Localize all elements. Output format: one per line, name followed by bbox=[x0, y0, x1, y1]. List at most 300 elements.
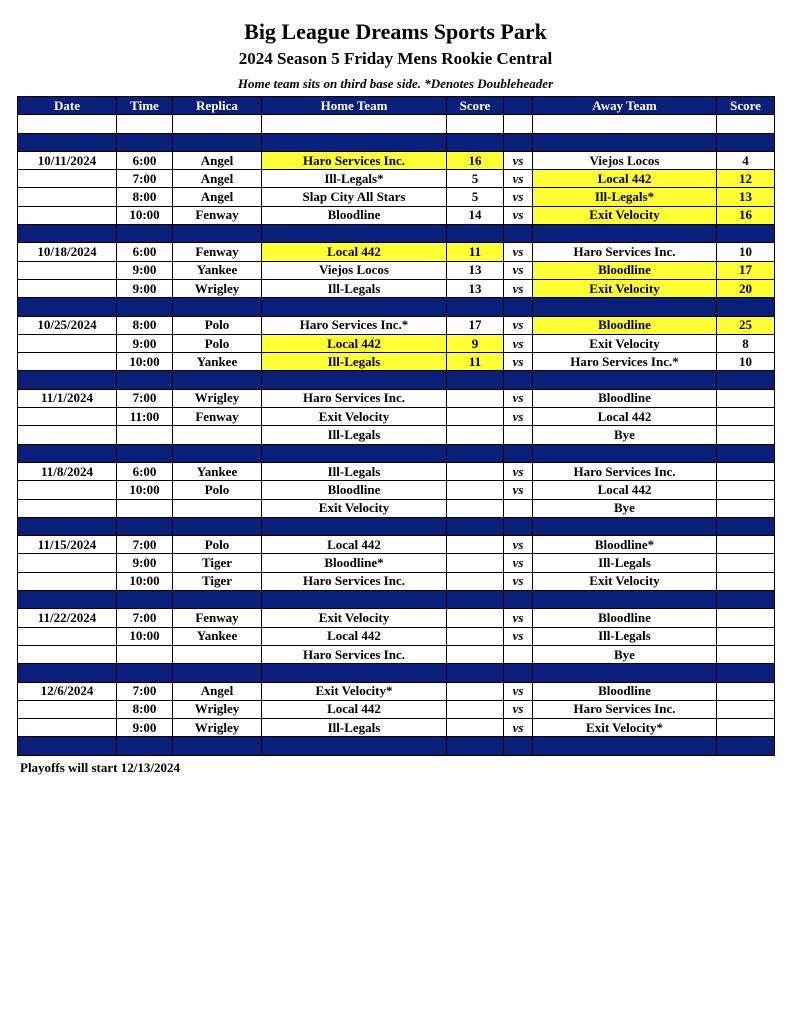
replica-cell: Polo bbox=[173, 536, 262, 554]
schedule-table bbox=[17, 96, 775, 756]
empty-cell bbox=[117, 371, 173, 389]
empty-cell bbox=[447, 664, 504, 682]
home-score-cell bbox=[447, 426, 504, 444]
home-score-cell bbox=[447, 645, 504, 663]
replica-cell: Yankee bbox=[173, 627, 262, 645]
home-score-cell: 9 bbox=[447, 334, 504, 352]
empty-cell bbox=[533, 371, 717, 389]
home-team-cell: Haro Services Inc. bbox=[262, 572, 447, 590]
time-cell: 6:00 bbox=[117, 243, 173, 261]
replica-cell: Angel bbox=[173, 151, 262, 169]
date-cell bbox=[18, 499, 117, 517]
replica-cell: Tiger bbox=[173, 572, 262, 590]
vs-cell bbox=[504, 499, 533, 517]
replica-cell: Tiger bbox=[173, 554, 262, 572]
game-row bbox=[18, 408, 775, 426]
away-score-cell bbox=[717, 389, 775, 407]
vs-cell: vs bbox=[504, 261, 533, 279]
vs-cell: vs bbox=[504, 170, 533, 188]
date-cell bbox=[18, 700, 117, 718]
vs-cell: vs bbox=[504, 481, 533, 499]
time-cell: 8:00 bbox=[117, 316, 173, 334]
date-cell bbox=[18, 554, 117, 572]
col-away-score-header: Score bbox=[717, 97, 775, 115]
home-score-cell bbox=[447, 499, 504, 517]
empty-cell bbox=[717, 664, 775, 682]
empty-cell bbox=[533, 225, 717, 243]
vs-cell: vs bbox=[504, 572, 533, 590]
home-team-cell: Haro Services Inc. bbox=[262, 151, 447, 169]
game-row bbox=[18, 572, 775, 590]
home-score-cell: 17 bbox=[447, 316, 504, 334]
away-team-cell: Local 442 bbox=[533, 481, 717, 499]
away-score-cell bbox=[717, 719, 775, 737]
empty-cell bbox=[504, 664, 533, 682]
empty-cell bbox=[173, 737, 262, 755]
empty-cell bbox=[262, 298, 447, 316]
time-cell: 6:00 bbox=[117, 151, 173, 169]
empty-cell bbox=[262, 371, 447, 389]
replica-cell: Angel bbox=[173, 170, 262, 188]
vs-cell: vs bbox=[504, 627, 533, 645]
home-team-cell: Exit Velocity bbox=[262, 499, 447, 517]
empty-cell bbox=[504, 591, 533, 609]
game-row bbox=[18, 554, 775, 572]
time-cell bbox=[117, 426, 173, 444]
empty-cell bbox=[18, 591, 117, 609]
game-row bbox=[18, 243, 775, 261]
time-cell: 9:00 bbox=[117, 261, 173, 279]
empty-cell bbox=[504, 517, 533, 535]
vs-cell: vs bbox=[504, 719, 533, 737]
empty-cell bbox=[18, 115, 117, 133]
col-home-score-header: Score bbox=[447, 97, 504, 115]
away-score-cell: 10 bbox=[717, 353, 775, 371]
empty-cell bbox=[447, 298, 504, 316]
week-separator-row bbox=[18, 298, 775, 316]
time-cell: 7:00 bbox=[117, 389, 173, 407]
game-row bbox=[18, 279, 775, 297]
away-score-cell bbox=[717, 408, 775, 426]
empty-cell bbox=[717, 517, 775, 535]
empty-cell bbox=[447, 591, 504, 609]
empty-cell bbox=[262, 591, 447, 609]
empty-cell bbox=[173, 371, 262, 389]
empty-cell bbox=[117, 298, 173, 316]
schedule-note: Home team sits on third base side. *Denotes Doubleheader bbox=[237, 76, 554, 91]
away-team-cell: Exit Velocity bbox=[533, 206, 717, 224]
empty-cell bbox=[262, 225, 447, 243]
home-score-cell bbox=[447, 719, 504, 737]
game-row bbox=[18, 481, 775, 499]
away-team-cell: Exit Velocity bbox=[533, 279, 717, 297]
vs-cell bbox=[504, 426, 533, 444]
game-row bbox=[18, 645, 775, 663]
away-team-cell: Bloodline bbox=[533, 609, 717, 627]
time-cell: 8:00 bbox=[117, 188, 173, 206]
vs-cell: vs bbox=[504, 353, 533, 371]
empty-cell bbox=[717, 298, 775, 316]
home-team-cell: Local 442 bbox=[262, 243, 447, 261]
empty-cell bbox=[117, 664, 173, 682]
home-score-cell: 13 bbox=[447, 261, 504, 279]
home-team-cell: Exit Velocity bbox=[262, 408, 447, 426]
empty-cell bbox=[504, 225, 533, 243]
home-team-cell: Local 442 bbox=[262, 627, 447, 645]
col-vs-header bbox=[504, 97, 533, 115]
vs-cell: vs bbox=[504, 536, 533, 554]
empty-cell bbox=[717, 371, 775, 389]
time-cell: 9:00 bbox=[117, 554, 173, 572]
home-score-cell bbox=[447, 700, 504, 718]
week-separator-row bbox=[18, 664, 775, 682]
home-team-cell: Ill-Legals bbox=[262, 279, 447, 297]
home-score-cell bbox=[447, 572, 504, 590]
empty-cell bbox=[447, 444, 504, 462]
week-separator-row bbox=[18, 591, 775, 609]
away-team-cell: Bloodline bbox=[533, 389, 717, 407]
playoffs-note: Playoffs will start 12/13/2024 bbox=[20, 760, 180, 775]
home-score-cell: 11 bbox=[447, 353, 504, 371]
date-cell bbox=[18, 481, 117, 499]
home-team-cell: Bloodline* bbox=[262, 554, 447, 572]
time-cell: 9:00 bbox=[117, 334, 173, 352]
table-header-row bbox=[18, 97, 775, 115]
home-team-cell: Haro Services Inc. bbox=[262, 389, 447, 407]
away-score-cell bbox=[717, 682, 775, 700]
empty-cell bbox=[533, 664, 717, 682]
empty-cell bbox=[717, 115, 775, 133]
empty-cell bbox=[173, 298, 262, 316]
game-row bbox=[18, 426, 775, 444]
game-row bbox=[18, 462, 775, 480]
home-team-cell: Ill-Legals bbox=[262, 462, 447, 480]
time-cell: 10:00 bbox=[117, 481, 173, 499]
time-cell: 10:00 bbox=[117, 627, 173, 645]
empty-cell bbox=[173, 517, 262, 535]
away-score-cell bbox=[717, 627, 775, 645]
away-team-cell: Bye bbox=[533, 499, 717, 517]
empty-cell bbox=[717, 133, 775, 151]
col-date-header: Date bbox=[18, 97, 117, 115]
away-score-cell: 25 bbox=[717, 316, 775, 334]
empty-cell bbox=[447, 371, 504, 389]
empty-cell bbox=[18, 444, 117, 462]
time-cell bbox=[117, 645, 173, 663]
empty-cell bbox=[262, 133, 447, 151]
away-team-cell: Haro Services Inc. bbox=[533, 700, 717, 718]
time-cell: 10:00 bbox=[117, 353, 173, 371]
page-subtitle: 2024 Season 5 Friday Mens Rookie Central bbox=[238, 49, 553, 68]
empty-cell bbox=[533, 737, 717, 755]
replica-cell: Fenway bbox=[173, 408, 262, 426]
replica-cell: Polo bbox=[173, 316, 262, 334]
empty-cell bbox=[117, 225, 173, 243]
date-cell bbox=[18, 206, 117, 224]
game-row bbox=[18, 719, 775, 737]
date-cell bbox=[18, 627, 117, 645]
game-row bbox=[18, 389, 775, 407]
away-score-cell bbox=[717, 536, 775, 554]
time-cell bbox=[117, 499, 173, 517]
date-cell bbox=[18, 645, 117, 663]
empty-cell bbox=[533, 115, 717, 133]
date-cell: 12/6/2024 bbox=[18, 682, 117, 700]
home-score-cell bbox=[447, 554, 504, 572]
empty-cell bbox=[533, 591, 717, 609]
away-team-cell: Local 442 bbox=[533, 170, 717, 188]
home-score-cell: 5 bbox=[447, 170, 504, 188]
away-score-cell: 13 bbox=[717, 188, 775, 206]
week-separator-row bbox=[18, 444, 775, 462]
date-cell: 10/11/2024 bbox=[18, 151, 117, 169]
time-cell: 10:00 bbox=[117, 206, 173, 224]
home-team-cell: Viejos Locos bbox=[262, 261, 447, 279]
game-row bbox=[18, 170, 775, 188]
away-score-cell bbox=[717, 426, 775, 444]
away-score-cell: 17 bbox=[717, 261, 775, 279]
empty-cell bbox=[447, 737, 504, 755]
away-team-cell: Haro Services Inc. bbox=[533, 243, 717, 261]
date-cell bbox=[18, 572, 117, 590]
replica-cell: Fenway bbox=[173, 609, 262, 627]
vs-cell: vs bbox=[504, 554, 533, 572]
home-team-cell: Haro Services Inc. bbox=[262, 645, 447, 663]
home-team-cell: Local 442 bbox=[262, 334, 447, 352]
game-row bbox=[18, 151, 775, 169]
vs-cell: vs bbox=[504, 389, 533, 407]
empty-cell bbox=[447, 133, 504, 151]
home-score-cell bbox=[447, 682, 504, 700]
game-row bbox=[18, 334, 775, 352]
replica-cell: Wrigley bbox=[173, 700, 262, 718]
empty-cell bbox=[18, 225, 117, 243]
time-cell: 7:00 bbox=[117, 682, 173, 700]
home-team-cell: Ill-Legals bbox=[262, 353, 447, 371]
empty-cell bbox=[117, 591, 173, 609]
game-row bbox=[18, 700, 775, 718]
date-cell bbox=[18, 279, 117, 297]
empty-cell bbox=[533, 298, 717, 316]
away-score-cell bbox=[717, 645, 775, 663]
home-team-cell: Bloodline bbox=[262, 206, 447, 224]
home-team-cell: Ill-Legals* bbox=[262, 170, 447, 188]
col-replica-header: Replica bbox=[173, 97, 262, 115]
blank-row bbox=[18, 115, 775, 133]
empty-cell bbox=[504, 737, 533, 755]
vs-cell: vs bbox=[504, 334, 533, 352]
empty-cell bbox=[504, 133, 533, 151]
date-cell bbox=[18, 353, 117, 371]
time-cell: 9:00 bbox=[117, 279, 173, 297]
empty-cell bbox=[262, 517, 447, 535]
date-cell bbox=[18, 170, 117, 188]
game-row bbox=[18, 353, 775, 371]
date-cell bbox=[18, 719, 117, 737]
week-separator-row bbox=[18, 737, 775, 755]
replica-cell: Angel bbox=[173, 682, 262, 700]
empty-cell bbox=[173, 591, 262, 609]
away-team-cell: Viejos Locos bbox=[533, 151, 717, 169]
empty-cell bbox=[173, 133, 262, 151]
empty-cell bbox=[533, 444, 717, 462]
game-row bbox=[18, 499, 775, 517]
replica-cell: Wrigley bbox=[173, 719, 262, 737]
empty-cell bbox=[117, 737, 173, 755]
replica-cell: Yankee bbox=[173, 261, 262, 279]
time-cell: 7:00 bbox=[117, 536, 173, 554]
replica-cell: Fenway bbox=[173, 243, 262, 261]
empty-cell bbox=[504, 371, 533, 389]
away-score-cell: 10 bbox=[717, 243, 775, 261]
date-cell: 11/1/2024 bbox=[18, 389, 117, 407]
time-cell: 7:00 bbox=[117, 609, 173, 627]
replica-cell: Angel bbox=[173, 188, 262, 206]
away-score-cell: 8 bbox=[717, 334, 775, 352]
empty-cell bbox=[717, 591, 775, 609]
col-home-team-header: Home Team bbox=[262, 97, 447, 115]
empty-cell bbox=[18, 133, 117, 151]
away-team-cell: Bye bbox=[533, 426, 717, 444]
home-score-cell bbox=[447, 609, 504, 627]
away-team-cell: Bloodline bbox=[533, 316, 717, 334]
empty-cell bbox=[18, 371, 117, 389]
game-row bbox=[18, 261, 775, 279]
week-separator-row bbox=[18, 133, 775, 151]
away-team-cell: Local 442 bbox=[533, 408, 717, 426]
game-row bbox=[18, 536, 775, 554]
vs-cell: vs bbox=[504, 151, 533, 169]
week-separator-row bbox=[18, 225, 775, 243]
home-score-cell: 13 bbox=[447, 279, 504, 297]
home-team-cell: Bloodline bbox=[262, 481, 447, 499]
vs-cell: vs bbox=[504, 408, 533, 426]
away-team-cell: Bloodline bbox=[533, 682, 717, 700]
time-cell: 6:00 bbox=[117, 462, 173, 480]
empty-cell bbox=[717, 737, 775, 755]
away-score-cell bbox=[717, 700, 775, 718]
empty-cell bbox=[447, 115, 504, 133]
date-cell: 11/8/2024 bbox=[18, 462, 117, 480]
away-team-cell: Exit Velocity* bbox=[533, 719, 717, 737]
empty-cell bbox=[173, 225, 262, 243]
away-score-cell bbox=[717, 554, 775, 572]
date-cell: 10/25/2024 bbox=[18, 316, 117, 334]
home-score-cell: 16 bbox=[447, 151, 504, 169]
replica-cell bbox=[173, 499, 262, 517]
away-score-cell bbox=[717, 609, 775, 627]
vs-cell: vs bbox=[504, 188, 533, 206]
replica-cell: Wrigley bbox=[173, 279, 262, 297]
replica-cell bbox=[173, 645, 262, 663]
vs-cell: vs bbox=[504, 279, 533, 297]
empty-cell bbox=[262, 444, 447, 462]
replica-cell: Wrigley bbox=[173, 389, 262, 407]
home-score-cell: 5 bbox=[447, 188, 504, 206]
empty-cell bbox=[533, 517, 717, 535]
home-score-cell bbox=[447, 389, 504, 407]
away-team-cell: Bloodline bbox=[533, 261, 717, 279]
vs-cell: vs bbox=[504, 700, 533, 718]
date-cell: 11/22/2024 bbox=[18, 609, 117, 627]
away-team-cell: Ill-Legals bbox=[533, 554, 717, 572]
away-team-cell: Bye bbox=[533, 645, 717, 663]
home-score-cell bbox=[447, 481, 504, 499]
vs-cell: vs bbox=[504, 462, 533, 480]
date-cell bbox=[18, 261, 117, 279]
empty-cell bbox=[117, 115, 173, 133]
away-team-cell: Ill-Legals* bbox=[533, 188, 717, 206]
empty-cell bbox=[717, 225, 775, 243]
empty-cell bbox=[117, 444, 173, 462]
home-score-cell bbox=[447, 536, 504, 554]
home-team-cell: Local 442 bbox=[262, 536, 447, 554]
game-row bbox=[18, 316, 775, 334]
replica-cell: Polo bbox=[173, 334, 262, 352]
empty-cell bbox=[18, 298, 117, 316]
away-score-cell: 4 bbox=[717, 151, 775, 169]
empty-cell bbox=[18, 517, 117, 535]
game-row bbox=[18, 682, 775, 700]
home-score-cell bbox=[447, 627, 504, 645]
away-score-cell bbox=[717, 462, 775, 480]
away-team-cell: Haro Services Inc. bbox=[533, 462, 717, 480]
empty-cell bbox=[117, 133, 173, 151]
col-away-team-header: Away Team bbox=[533, 97, 717, 115]
empty-cell bbox=[717, 444, 775, 462]
vs-cell: vs bbox=[504, 682, 533, 700]
empty-cell bbox=[447, 517, 504, 535]
empty-cell bbox=[18, 737, 117, 755]
empty-cell bbox=[262, 115, 447, 133]
empty-cell bbox=[173, 115, 262, 133]
away-score-cell: 16 bbox=[717, 206, 775, 224]
away-score-cell: 20 bbox=[717, 279, 775, 297]
empty-cell bbox=[504, 444, 533, 462]
empty-cell bbox=[117, 517, 173, 535]
vs-cell bbox=[504, 645, 533, 663]
home-score-cell: 14 bbox=[447, 206, 504, 224]
empty-cell bbox=[533, 133, 717, 151]
week-separator-row bbox=[18, 371, 775, 389]
week-separator-row bbox=[18, 517, 775, 535]
replica-cell: Yankee bbox=[173, 462, 262, 480]
game-row bbox=[18, 188, 775, 206]
vs-cell: vs bbox=[504, 316, 533, 334]
date-cell bbox=[18, 188, 117, 206]
home-team-cell: Haro Services Inc.* bbox=[262, 316, 447, 334]
empty-cell bbox=[18, 664, 117, 682]
date-cell: 11/15/2024 bbox=[18, 536, 117, 554]
game-row bbox=[18, 627, 775, 645]
home-team-cell: Ill-Legals bbox=[262, 719, 447, 737]
home-team-cell: Ill-Legals bbox=[262, 426, 447, 444]
home-team-cell: Local 442 bbox=[262, 700, 447, 718]
home-team-cell: Exit Velocity bbox=[262, 609, 447, 627]
time-cell: 10:00 bbox=[117, 572, 173, 590]
replica-cell: Fenway bbox=[173, 206, 262, 224]
empty-cell bbox=[262, 664, 447, 682]
col-time-header: Time bbox=[117, 97, 173, 115]
away-team-cell: Exit Velocity bbox=[533, 334, 717, 352]
vs-cell: vs bbox=[504, 206, 533, 224]
empty-cell bbox=[262, 737, 447, 755]
home-score-cell bbox=[447, 408, 504, 426]
time-cell: 11:00 bbox=[117, 408, 173, 426]
game-row bbox=[18, 609, 775, 627]
home-score-cell: 11 bbox=[447, 243, 504, 261]
home-score-cell bbox=[447, 462, 504, 480]
